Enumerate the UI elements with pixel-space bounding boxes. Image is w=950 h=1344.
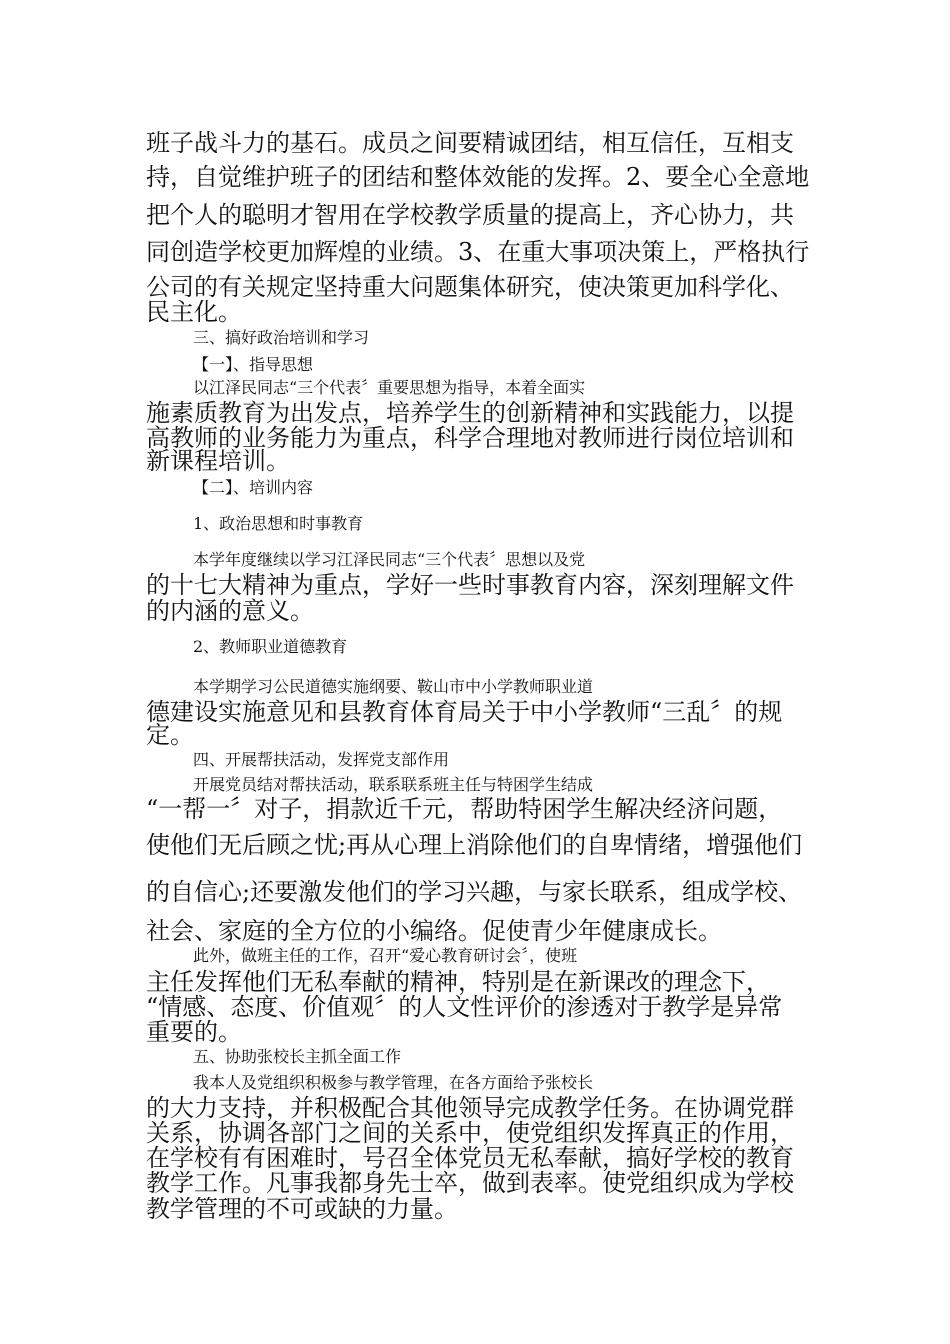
text-line: 主任发挥他们无私奉献的精神，特别是在新课改的理念下，	[146, 968, 770, 996]
text-line: 社会、家庭的全方位的小编络。促使青少年健康成长。	[146, 917, 722, 945]
text-line: 在学校有有困难时，号召全体党员无私奉献，搞好学校的教育	[146, 1144, 794, 1172]
text-line: 本学年度继续以学习江泽民同志“三个代表〞思想以及党	[193, 550, 586, 569]
item-heading: 1、政治思想和时事教育	[193, 514, 364, 533]
text-line: 民主化。	[146, 298, 242, 326]
item-heading: 2、教师职业道德教育	[193, 637, 348, 656]
text-line: 我本人及党组织积极参与教学管理，在各方面给予张校长	[193, 1073, 594, 1092]
text-line: 新课程培训。	[146, 447, 290, 475]
subsection-heading: 【二】、培训内容	[193, 478, 314, 497]
text-line: 使他们无后顾之忧;再从心理上消除他们的自卑情绪，增强他们	[146, 831, 803, 859]
text-line: 关系，协调各部门之间的关系中，使党组织发挥真正的作用，	[146, 1119, 794, 1147]
text-line: 此外，做班主任的工作，召开“爱心教育研讨会〞，使班	[193, 946, 578, 965]
text-line: 把个人的聪明才智用在学校教学质量的提高上，齐心协力，共	[146, 201, 794, 229]
text-line: 施素质教育为出发点，培养学生的创新精神和实践能力，以提	[146, 399, 794, 427]
text-line: 教学工作。凡事我都身先士卒，做到表率。使党组织成为学校	[146, 1169, 794, 1197]
text-line: 公司的有关规定坚持重大问题集体研究，使决策更加科学化、	[146, 273, 794, 301]
text-line: 重要的。	[146, 1018, 242, 1046]
text-line: 持，自觉维护班子的团结和整体效能的发挥。2、要全心全意地	[146, 163, 810, 191]
text-line: 本学期学习公民道德实施纲要、鞍山市中小学教师职业道	[193, 677, 594, 696]
text-line: 的内涵的意义。	[146, 597, 314, 625]
section-heading: 五、协助张校长主抓全面工作	[193, 1047, 402, 1066]
text-line: 的自信心;还要激发他们的学习兴趣，与家长联系，组成学校、	[146, 878, 803, 906]
text-line: “情感、态度、价值观〞的人文性评价的渗透对于教学是异常	[146, 993, 783, 1021]
section-heading: 四、开展帮扶活动，发挥党支部作用	[193, 750, 450, 769]
text-line: 的十七大精神为重点，学好一些时事教育内容，深刻理解文件	[146, 571, 794, 599]
text-line: 同创造学校更加辉煌的业绩。3、在重大事项决策上，严格执行	[146, 238, 810, 266]
text-line: “一帮一〞对子，捐款近千元，帮助特困学生解决经济问题，	[146, 795, 783, 823]
text-line: 教学管理的不可或缺的力量。	[146, 1195, 458, 1223]
text-line: 的大力支持，并积极配合其他领导完成教学任务。在协调党群	[146, 1094, 794, 1122]
text-line: 定。	[146, 721, 194, 749]
text-line: 德建设实施意见和县教育体育局关于中小学教师“三乱〞的规	[146, 698, 783, 726]
text-line: 班子战斗力的基石。成员之间要精诚团结，相互信任，互相支	[146, 129, 794, 157]
subsection-heading: 【一】、指导思想	[193, 355, 314, 374]
text-line: 以江泽民同志“三个代表〞重要思想为指导，本着全面实	[193, 378, 586, 397]
text-line: 开展党员结对帮扶活动，联系联系班主任与特困学生结成	[193, 775, 594, 794]
section-heading: 三、搞好政治培训和学习	[193, 328, 370, 347]
text-line: 高教师的业务能力为重点，科学合理地对教师进行岗位培训和	[146, 424, 794, 452]
